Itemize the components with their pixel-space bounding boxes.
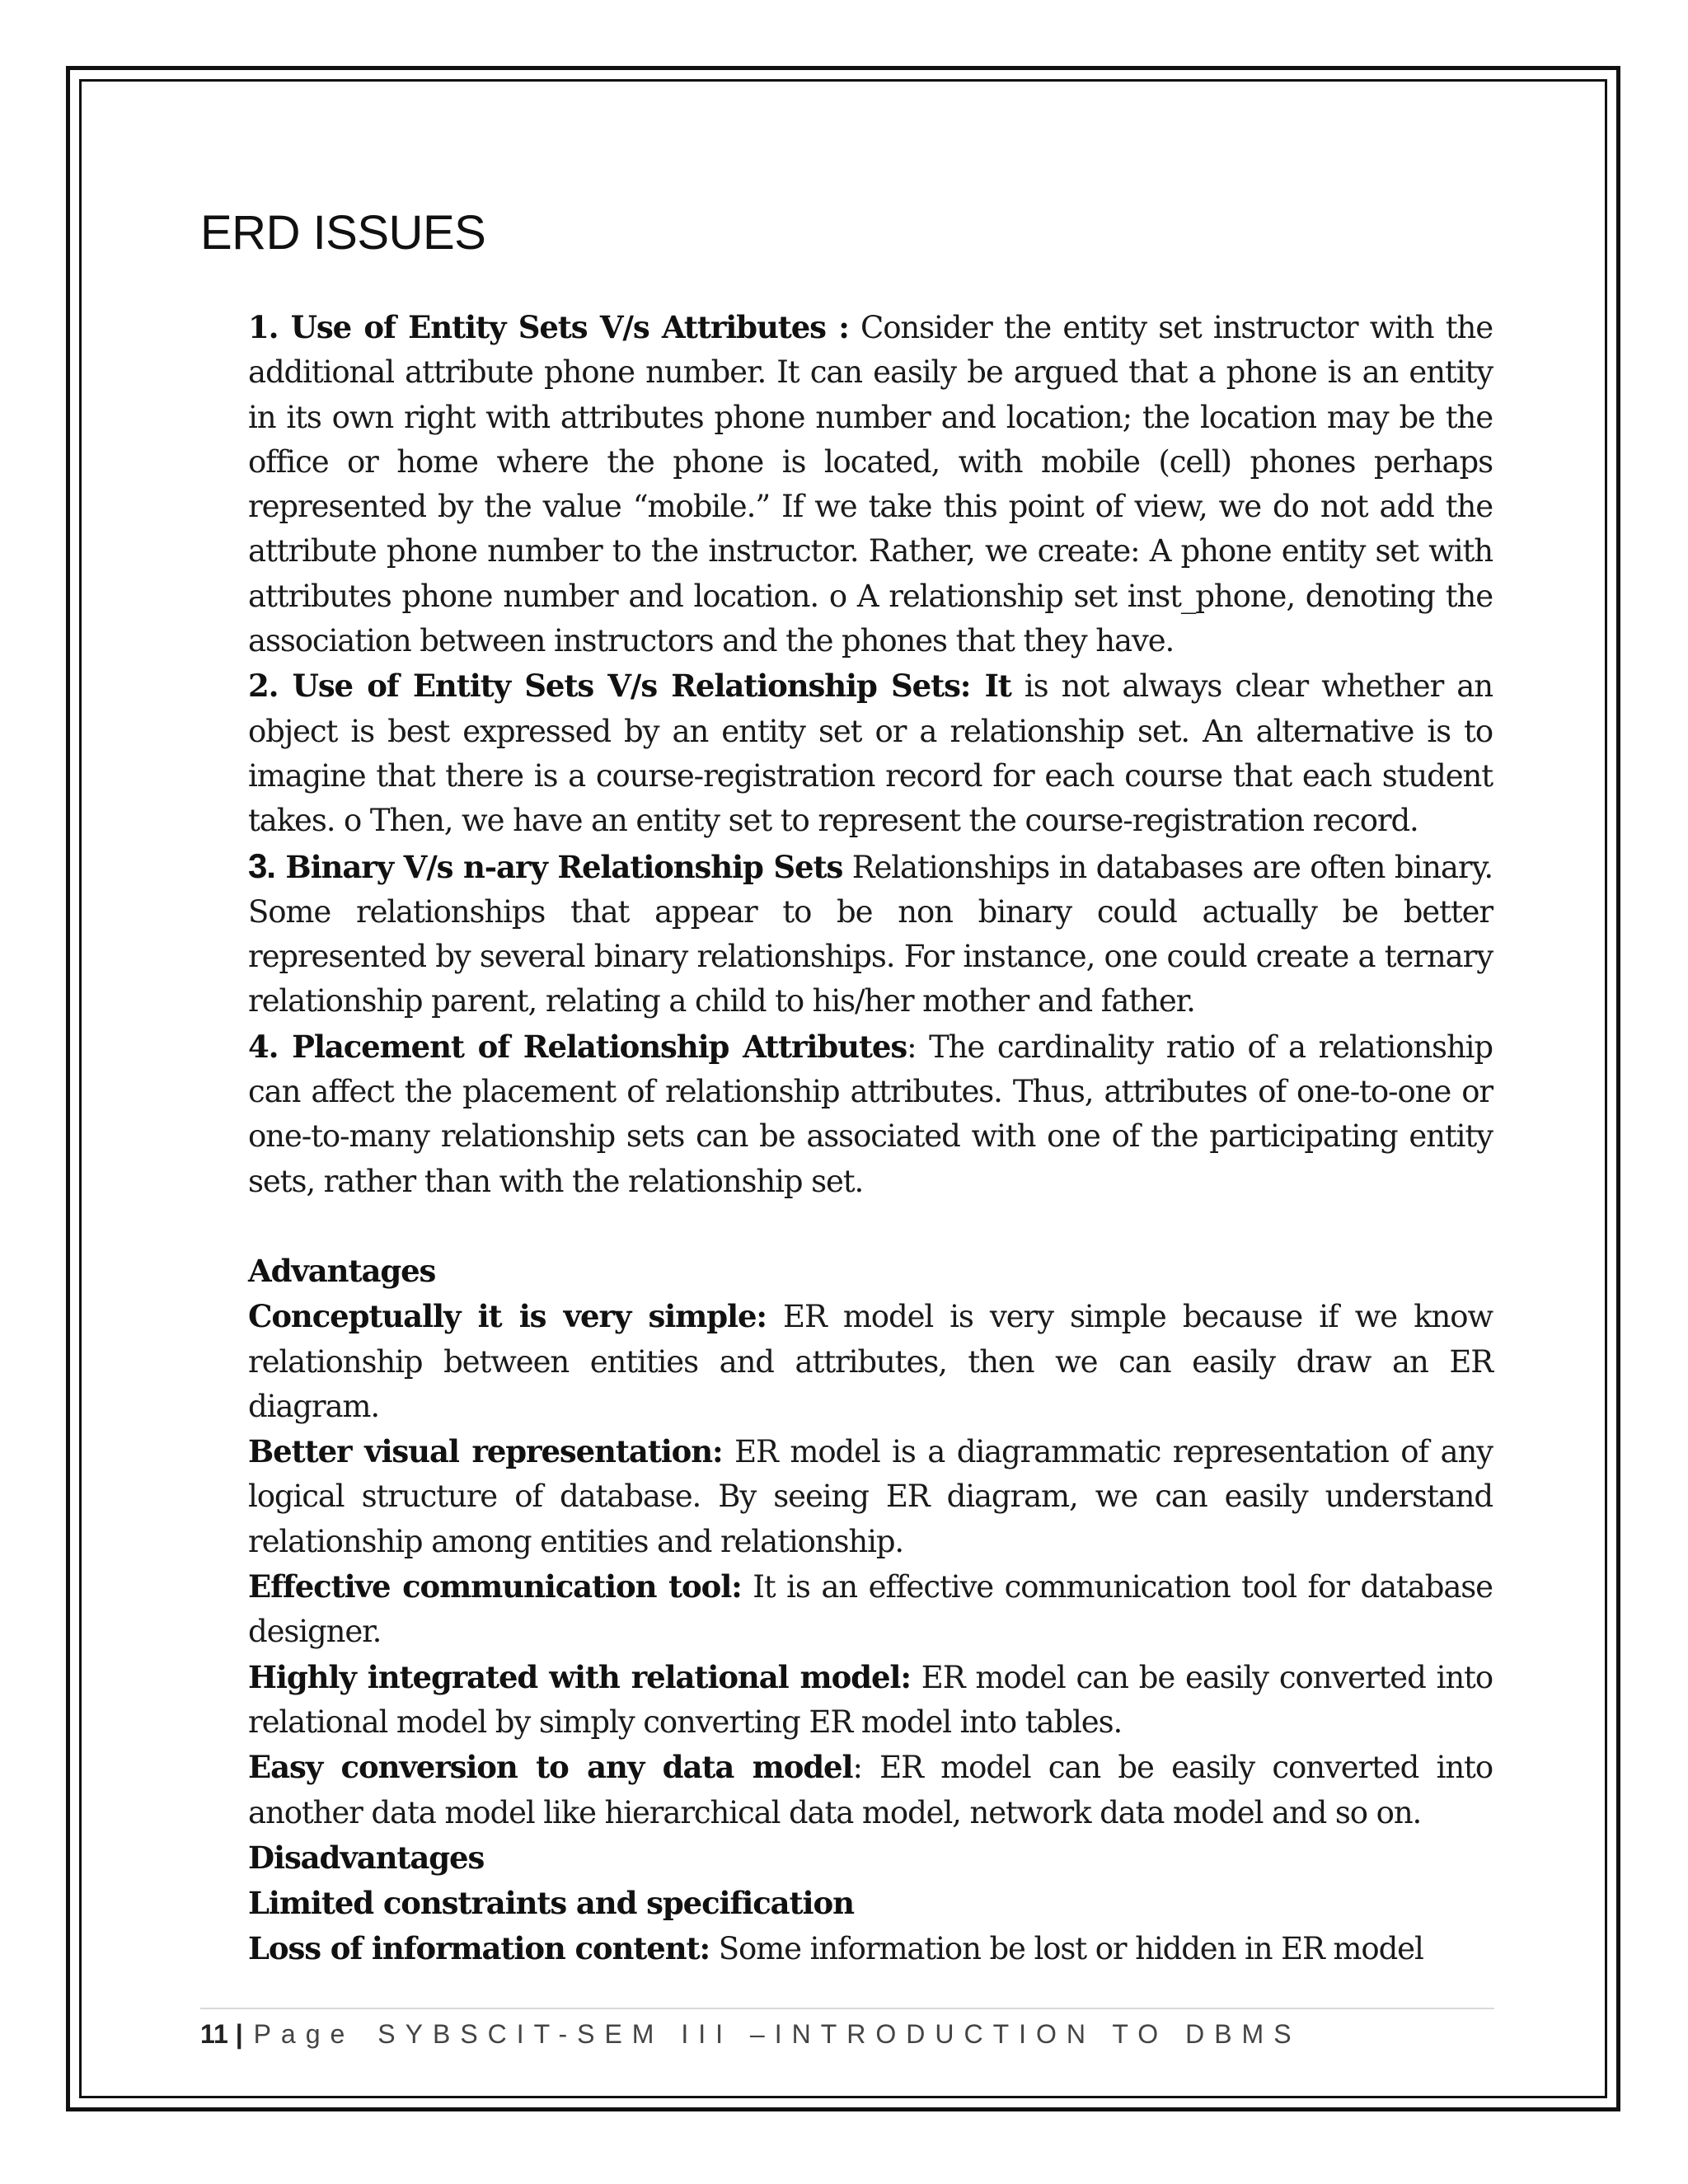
advantage-term: Better visual representation: xyxy=(248,1433,723,1470)
disadvantages-heading xyxy=(248,1835,1493,1881)
issue-heading: Binary V/s n-ary Relationship Sets xyxy=(274,848,843,885)
advantage-item xyxy=(248,1429,1493,1564)
issue-paragraph xyxy=(248,305,1493,663)
section-spacer xyxy=(248,1204,1493,1249)
disadvantage-item xyxy=(248,1926,1493,1971)
advantage-text: It is an effective communication tool for database designer. xyxy=(248,1569,1493,1650)
footer-course-title: SYBSCIT-SEM III –INTRODUCTION TO DBMS xyxy=(377,2019,1301,2049)
issue-number: 3. xyxy=(248,846,275,885)
page-footer xyxy=(200,2016,1301,2052)
issue-text: Consider the entity set instructor with the additional attribute phone number. It can easily be argued that a phone is an entity in its own right with attributes phone number and location; the location may be the office or home where the phone is located, with mobile (cell) phones perhaps represented by the value “mobile.” If we take this point of view, we do not add the attribute phone number to the instructor. Rather, we create: A phone entity set with attributes phone number and location. o A relationship set inst_phone, denoting the association between instructors and the phones that they have. xyxy=(248,310,1493,659)
disadvantage-term: Loss of information content: xyxy=(248,1930,710,1967)
advantage-item xyxy=(248,1745,1493,1835)
footer-page-number: 11 xyxy=(200,2019,228,2049)
advantage-text: : ER model can be easily converted into another data model like hierarchical data model, network data model and so on. xyxy=(248,1750,1493,1830)
advantage-item xyxy=(248,1655,1493,1746)
footer-page-label: Page xyxy=(253,2019,355,2049)
disadvantages-heading-text: Disadvantages xyxy=(248,1839,485,1876)
issue-paragraph xyxy=(248,663,1493,843)
page-content xyxy=(248,305,1493,1972)
advantage-term: Highly integrated with relational model: xyxy=(248,1658,911,1695)
advantage-term: Effective communication tool: xyxy=(248,1568,742,1605)
disadvantage-text: Some information be lost or hidden in ER model xyxy=(710,1931,1423,1967)
page-title: ERD ISSUES xyxy=(200,206,486,260)
issue-paragraph xyxy=(248,1024,1493,1204)
advantage-term: Easy conversion to any data model xyxy=(248,1749,853,1786)
advantages-heading xyxy=(248,1249,1493,1294)
footer-separator: | xyxy=(227,2019,251,2049)
advantage-text: ER model can be easily converted into relational model by simply converting ER model into tables. xyxy=(248,1659,1493,1740)
issue-text: Relationships in databases are often binary. Some relationships that appear to be non binary could actually be better represented by several binary relationships. For instance, one could create a ternary relationship parent, relating a child to his/her mother and father. xyxy=(248,849,1493,1019)
issue-heading: 1. Use of Entity Sets V/s Attributes : xyxy=(248,309,849,345)
advantage-term: Conceptually it is very simple: xyxy=(248,1298,767,1335)
footer-divider xyxy=(200,2008,1494,2009)
disadvantage-term: Limited constraints and specification xyxy=(248,1885,854,1922)
advantages-heading-text: Advantages xyxy=(248,1252,436,1289)
issue-paragraph xyxy=(248,844,1493,1024)
advantage-item xyxy=(248,1564,1493,1655)
issue-text: is not always clear whether an object is best expressed by an entity set or a relationship set. An alternative is to imagine that there is a course-registration record for each course that each student takes. o Then, we have an entity set to represent the course-registration record. xyxy=(248,668,1493,839)
advantage-text: ER model is very simple because if we know relationship between entities and attributes, then we can easily draw an ER diagram. xyxy=(248,1299,1493,1424)
advantage-item xyxy=(248,1294,1493,1429)
advantage-text: ER model is a diagrammatic representation of any logical structure of database. By seeing ER diagram, we can easily understand relationship among entities and relationship. xyxy=(248,1434,1493,1559)
issue-heading: 2. Use of Entity Sets V/s Relationship Sets: It xyxy=(248,668,1011,705)
disadvantage-item xyxy=(248,1881,1493,1926)
issue-heading: 4. Placement of Relationship Attributes xyxy=(248,1028,907,1065)
issue-text: : The cardinality ratio of a relationship can affect the placement of relationship attributes. Thus, attributes of one-to-one or one-to-many relationship sets can be associated with one of the participating entity sets, rather than with the relationship set. xyxy=(248,1029,1493,1199)
